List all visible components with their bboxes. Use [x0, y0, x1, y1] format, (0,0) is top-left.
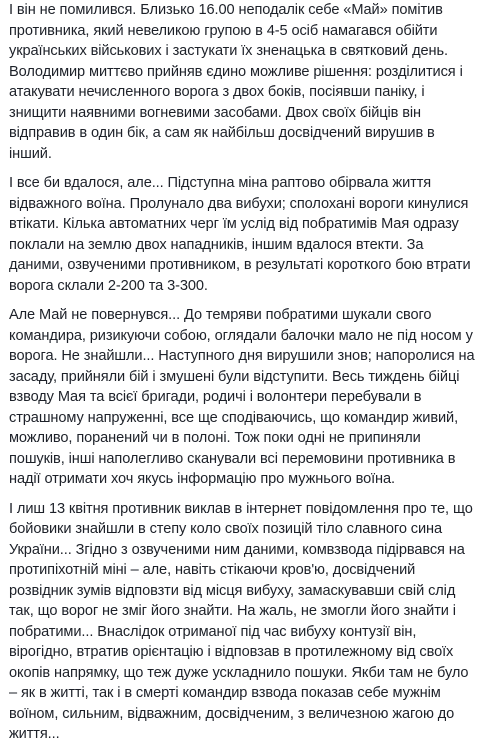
text-line: атакувати нечисленного ворога з двох боків, посіявши паніку, і — [9, 84, 425, 100]
text-line: окопів напрямку, що теж дуже ускладнило пошуки. Якби там не було — [9, 664, 469, 681]
text-line: взводу Мая та всієї бригади, родичі і волонтери перебували в — [9, 389, 422, 405]
post-body — [9, 0, 491, 754]
text-line: інший. — [9, 145, 52, 162]
paragraph-1 — [9, 0, 491, 164]
text-line: знищити наявними вогневими засобами. Двох своїх бійців він — [9, 104, 422, 121]
text-line: українських військових і застукати їх зненацька в святковий день. — [9, 43, 448, 59]
text-line: вірогідно, втратив орієнтацію і відповзав в протилежному від своїх — [9, 644, 454, 660]
text-line: поклали на землю двох нападників, іншим вдалося втекти. За — [9, 236, 424, 253]
text-line: надії отримати хоч якусь інформацію про мужнього воїна. — [9, 471, 395, 487]
text-line: можливо, поранений чи в полоні. Тож поки одні не припиняли — [9, 430, 421, 446]
text-line: ворога склали 2-200 та 3-300. — [9, 277, 208, 294]
text-line: ворога. Не знайшли... Наступного дня вирушили знов; напоролися на — [9, 348, 475, 364]
text-line: І все би вдалося, але... Підступна міна раптово обірвала життя — [9, 175, 432, 191]
text-line: страшному напруженні, все ще сподіваючись, що командир живий, — [9, 409, 459, 426]
text-line: розвідник зумів відповзти від місця вибуху, замаскувавши свій слід — [9, 582, 456, 599]
text-line: відправив в один бік, а сам як найбільш досвідчений вирушив в — [9, 125, 435, 141]
text-line: даними, озвученими противником, в результаті короткого бою втрати — [9, 257, 471, 273]
text-line: пошуків, інші наполегливо сканували всі перемовини противника в — [9, 450, 456, 467]
text-line: України... Згідно з озвученими ним даними, комвзвода підірвався на — [9, 541, 465, 558]
text-line: командира, ризикуючи собою, оглядали балочки мало не під носом у — [9, 327, 473, 344]
text-line: так, що ворог не зміг його знайти. На жаль, не змогли його знайти і — [9, 603, 456, 619]
text-line: відважного воїна. Пролунало два вибухи; сполохані вороги кинулися — [9, 195, 469, 212]
paragraph-4 — [9, 499, 491, 745]
text-line: воїном, сильним, відважним, досвідченим, з величезною жагою до — [9, 705, 455, 722]
text-line: Володимир миттєво прийняв єдино можливе рішення: розділитися і — [9, 63, 463, 80]
paragraph-3 — [9, 305, 491, 490]
text-line: – як в житті, так і в смерті командир взвода показав себе мужнім — [9, 685, 441, 701]
text-line: побратими... Внаслідок отриманої під час вибуху контузії він, — [9, 623, 417, 640]
text-line: противника, який невеликою групою в 4-5 осіб намагався обійти — [9, 22, 438, 39]
text-line: життя... — [9, 726, 60, 742]
text-line: І він не помилився. Близько 16.00 неподалік себе «Май» помітив — [9, 2, 443, 18]
text-line: втікати. Кілька автоматних черг їм услід від побратимів Мая одразу — [9, 216, 459, 232]
text-line: Але Май не повернувся... До темряви побратими шукали свого — [9, 307, 432, 323]
paragraph-2 — [9, 173, 491, 296]
text-line: засаду, прийняли бій і змушені були відступити. Весь тиждень бійці — [9, 368, 460, 385]
text-line: бойовики знайшли в степу коло своїх позицій тіло славного сина — [9, 521, 443, 537]
text-line: протипіхотній міні – але, навіть стікаючи кров'ю, досвідчений — [9, 562, 416, 578]
text-line: І лиш 13 квітня противник виклав в інтернет повідомлення про те, що — [9, 500, 473, 517]
